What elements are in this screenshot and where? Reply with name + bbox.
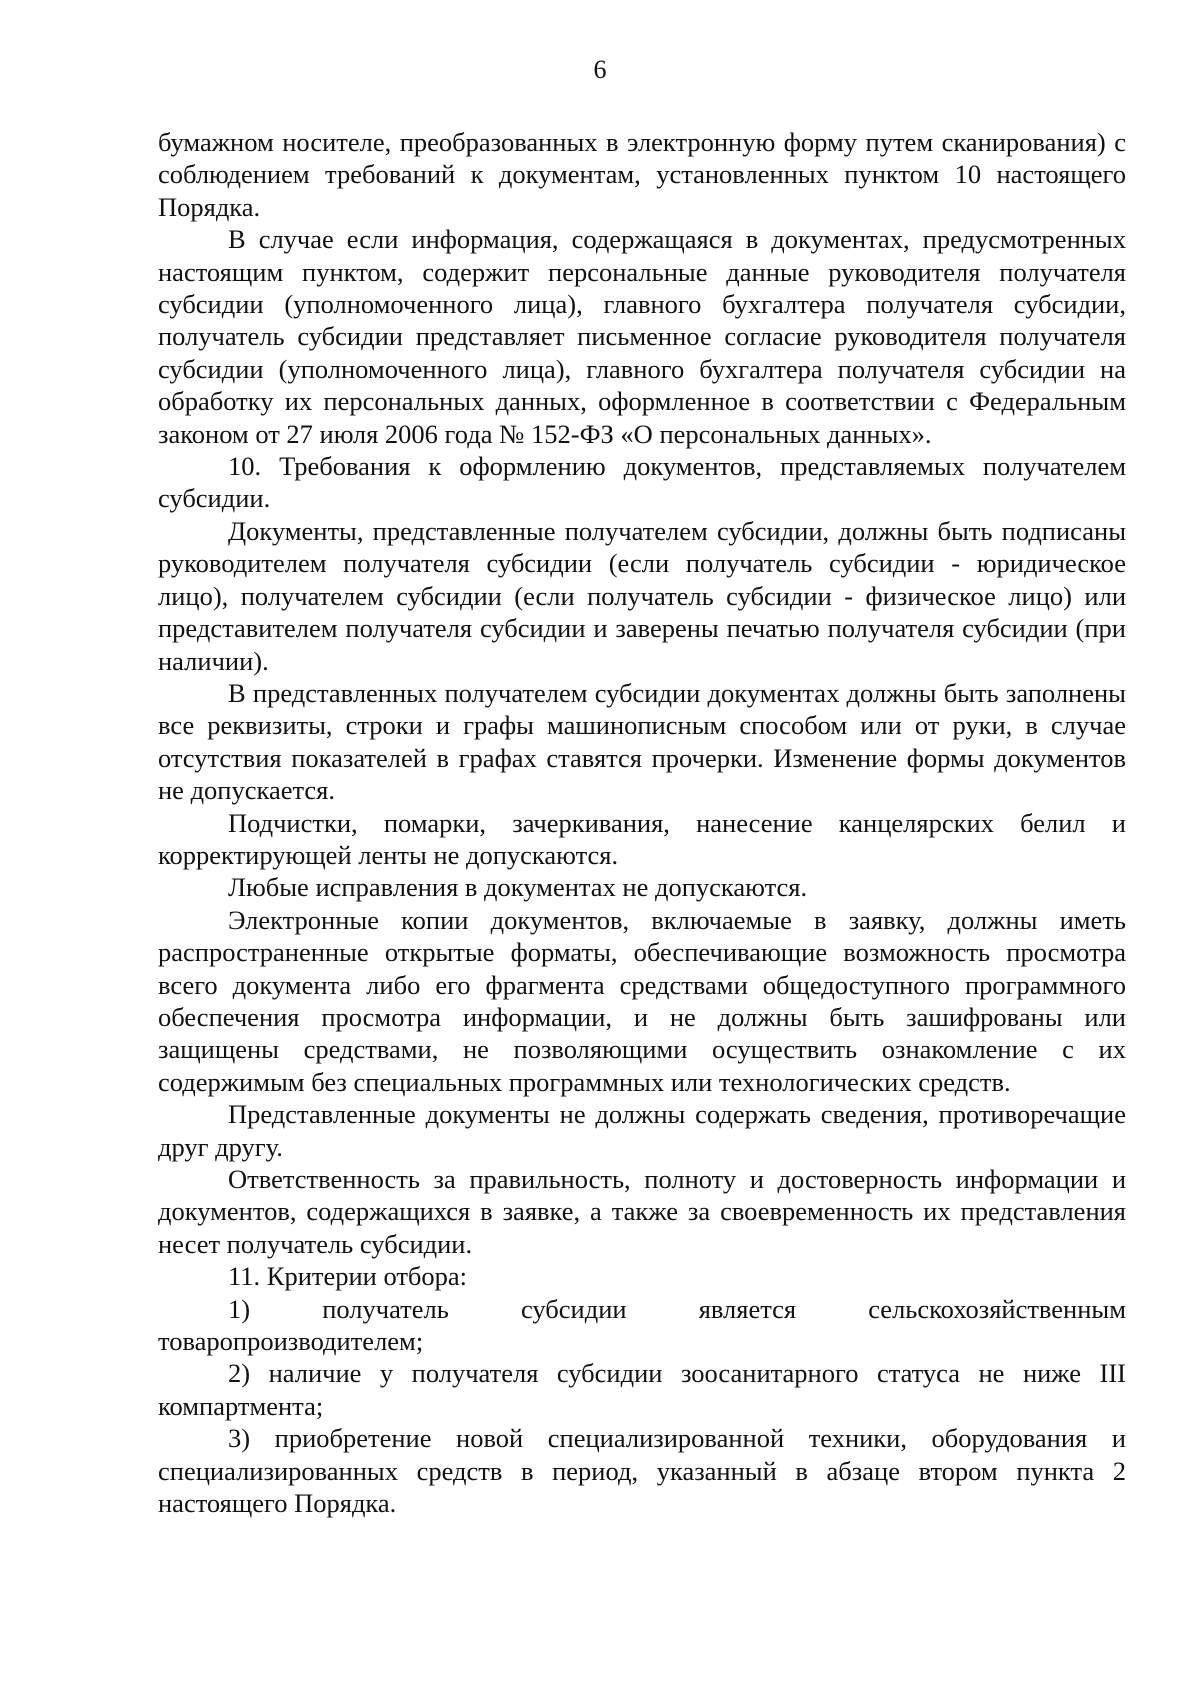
paragraph-item-11-heading: 11. Критерии отбора: (228, 1261, 468, 1292)
page-number: 6 (593, 55, 607, 84)
paragraph-continuation: бумажном носителе, преобразованных в электронную форму путем сканирования) с соблюдением требований к документам, установленных пунктом 10 настоящего Порядка. (158, 127, 1126, 222)
paragraph-responsibility: Ответственность за правильность, полноту и достоверность информации и документов, содержащихся в заявке, а также за своевременность их представления несет получатель субсидии. (158, 1164, 1126, 1259)
criterion-item-1: 1) получатель субсидии является сельскохозяйственным товаропроизводителем; (158, 1293, 1126, 1357)
paragraph-item-10-heading: 10. Требования к оформлению документов, представляемых получателем субсидии. (158, 451, 1126, 514)
paragraph-electronic-copies: Электронные копии документов, включаемые в заявку, должны иметь распространенные открытые форматы, обеспечивающие возможность просмотра всего документа либо его фрагмента средствами общедоступного программного обеспечения просмотра информации, и не должны быть зашифрованы или защищены средствами, не позволяющими осуществить ознакомление с их содержимым без специальных программных или технологических средств. (158, 904, 1126, 1097)
document-body (158, 126, 1126, 1519)
criterion-item-2: 2) наличие у получателя субсидии зоосанитарного статуса не ниже III компартмента; (158, 1358, 1126, 1421)
paragraph-personal-data-consent: В случае если информация, содержащаяся в документах, предусмотренных настоящим пунктом, содержит персональные данные руководителя получателя субсидии (уполномоченного лица), главного бухгалтера получателя субсидии, получатель субсидии представляет письменное согласие руководителя получателя субсидии (уполномоченного лица), главного бухгалтера получателя субсидии на обработку их персональных данных, оформленное в соответствии с Федеральным законом от 27 июля 2006 года № 152-ФЗ «О персональных данных». (158, 224, 1126, 449)
paragraph-documents-signing: Документы, представленные получателем субсидии, должны быть подписаны руководителем получателя субсидии (если получатель субсидии - юридическое лицо), получателем субсидии (если получатель субсидии - физическое лицо) или представителем получателя субсидии и заверены печатью получателя субсидии (при наличии). (158, 515, 1126, 676)
criterion-item-3: 3) приобретение новой специализированной техники, оборудования и специализированных средств в период, указанный в абзаце втором пункта 2 настоящего Порядка. (158, 1423, 1126, 1519)
paragraph-no-contradictions: Представленные документы не должны содержать сведения, противоречащие друг другу. (158, 1099, 1126, 1162)
paragraph-no-erasures: Подчистки, помарки, зачеркивания, нанесение канцелярских белил и корректирующей ленты не допускаются. (158, 807, 1126, 870)
paragraph-no-corrections: Любые исправления в документах не допускаются. (228, 872, 808, 903)
paragraph-requisites-filling: В представленных получателем субсидии документах должны быть заполнены все реквизиты, строки и графы машинописным способом или от руки, в случае отсутствия показателей в графах ставятся прочерки. Изменение формы документов не допускается. (158, 677, 1126, 806)
